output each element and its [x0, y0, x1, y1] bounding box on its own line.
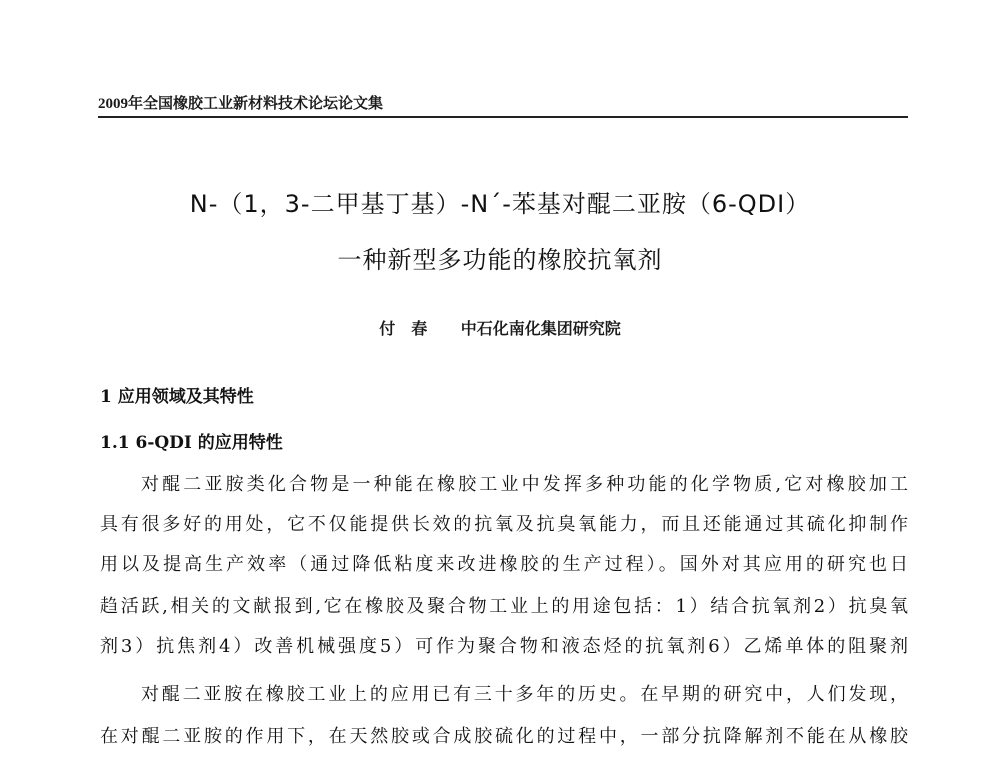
author-name: 付 春 [379, 319, 428, 338]
author-affiliation: 中石化南化集团研究院 [460, 319, 621, 338]
paragraph-line: 用以及提高生产效率（通过降低粘度来改进橡胶的生产过程）。国外对其应用的研究也日 [100, 554, 908, 575]
paragraph-line: 对醌二亚胺在橡胶工业上的应用已有三十多年的历史。在早期的研究中，人们发现， [141, 684, 908, 705]
subsection-heading: 1.1 6-QDI 的应用特性 [100, 433, 283, 453]
paragraph-line: 趋活跃,相关的文献报到,它在橡胶及聚合物工业上的用途包括：1）结合抗氧剂2）抗臭氧 [100, 596, 908, 617]
running-header: 2009年全国橡胶工业新材料技术论坛论文集 [98, 96, 384, 112]
paper-title-line-1: N-（1，3-二甲基丁基）-N´-苯基对醌二亚胺（6-QDI） [189, 190, 811, 218]
paper-title-line-2: 一种新型多功能的橡胶抗氧剂 [337, 246, 663, 274]
author-line [0, 316, 1000, 339]
paragraph-line: 剂3）抗焦剂4）改善机械强度5）可作为聚合物和液态烃的抗氧剂6）乙烯单体的阻聚剂 [100, 636, 908, 657]
paragraph-line: 对醌二亚胺类化合物是一种能在橡胶工业中发挥多种功能的化学物质,它对橡胶加工 [141, 474, 908, 495]
paragraph-line: 在对醌二亚胺的作用下，在天然胶或合成胶硫化的过程中，一部分抗降解剂不能在从橡胶 [100, 726, 908, 747]
header-divider [98, 116, 908, 118]
section-heading: 1 应用领域及其特性 [100, 387, 254, 407]
paragraph-line: 具有很多好的用处，它不仅能提供长效的抗氧及抗臭氧能力，而且还能通过其硫化抑制作 [100, 514, 908, 535]
